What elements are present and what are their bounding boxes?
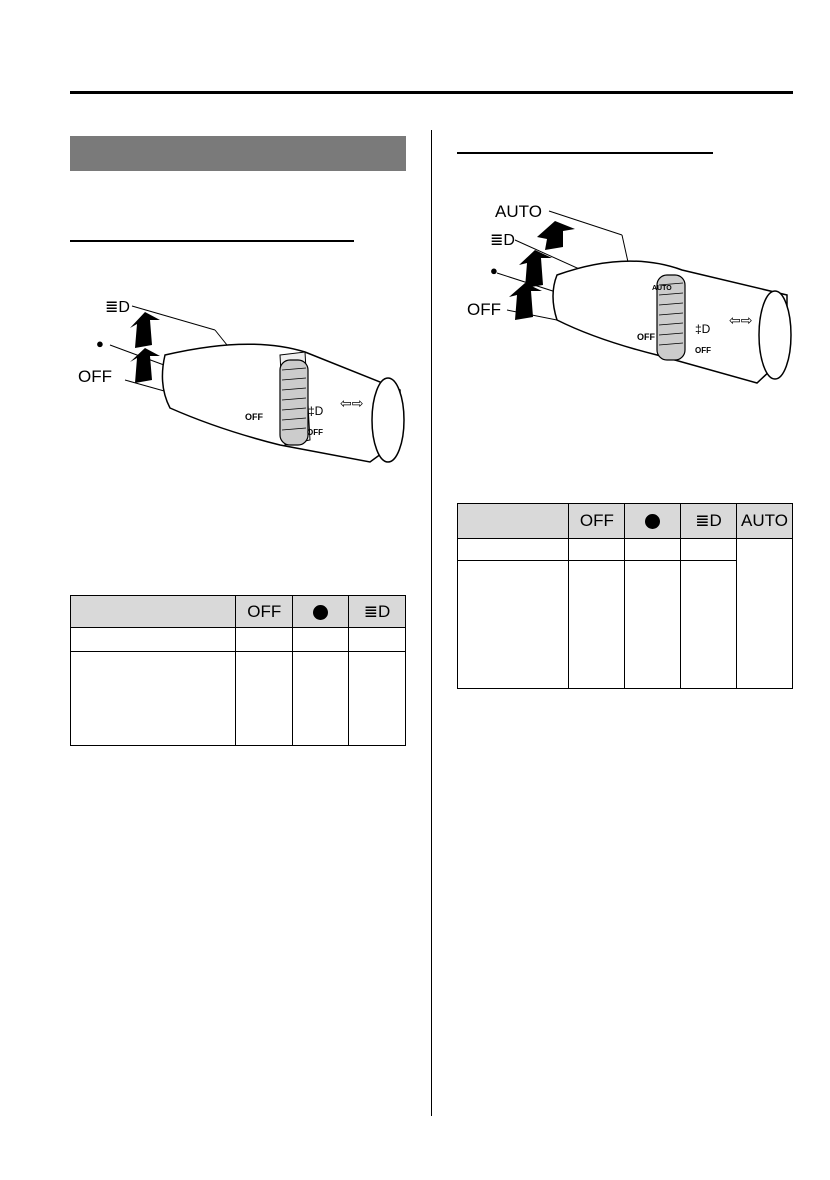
park-dot-icon [645,514,660,529]
table-cell [349,652,406,746]
switch-off-marking: OFF [245,412,263,422]
label-off-position: OFF [78,367,112,386]
table-cell [569,561,625,689]
table-cell-auto-merged [737,539,793,689]
label-headlight-position: ≣D [105,299,130,316]
park-dot-icon [313,605,328,620]
headlight-switch-illustration-right [457,195,793,390]
table-header-off: OFF [569,504,625,539]
header-rule [70,91,793,94]
label-off-position: OFF [467,300,501,319]
turn-arrows-icon: ⇦⇨ [729,312,753,328]
fog-off-marking: OFF [307,428,323,437]
table-header-headlight: ≣D [349,596,406,628]
fog-light-icon: ‡D [695,322,711,336]
table-cell [293,628,349,652]
table-cell [625,539,681,561]
table-header-blank [458,504,569,539]
table-cell [236,628,293,652]
table-cell [349,628,406,652]
subheading-rule-left [70,240,354,242]
label-auto-position: AUTO [495,202,542,221]
table-cell [625,561,681,689]
headlight-switch-illustration-left [70,290,406,470]
table-header-auto: AUTO [737,504,793,539]
switch-auto-marking: AUTO [652,285,672,292]
table-cell [681,561,737,689]
table-cell [681,539,737,561]
table-cell [569,539,625,561]
light-switch-table-right [457,503,793,689]
table-header-park [293,596,349,628]
table-cell [458,561,569,689]
switch-off-marking: OFF [637,332,655,342]
subheading-rule-right [457,152,713,154]
table-cell [236,652,293,746]
table-cell [293,652,349,746]
turn-arrows-icon: ⇦⇨ [340,395,364,411]
table-cell [71,628,236,652]
fog-light-icon: ‡D [308,404,324,418]
fog-off-marking: OFF [695,346,711,355]
table-cell [71,652,236,746]
table-header-headlight: ≣D [681,504,737,539]
label-headlight-position: ≣D [490,232,515,249]
section-heading-bar [70,136,406,171]
table-header-blank [71,596,236,628]
label-park-position: ● [490,263,498,278]
table-header-park [625,504,681,539]
label-park-position: ● [96,336,104,351]
column-divider [431,130,432,1116]
light-switch-table-left [70,595,406,746]
table-cell [458,539,569,561]
table-header-off: OFF [236,596,293,628]
